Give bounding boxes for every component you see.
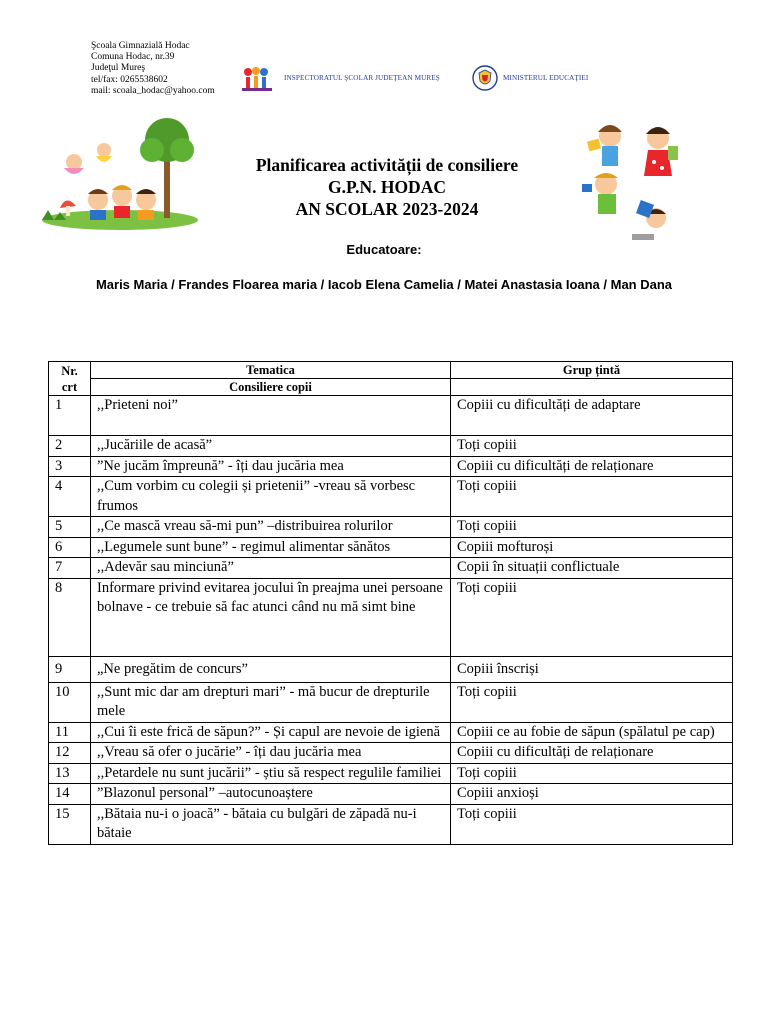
row-grup: Copiii cu dificultăți de adaptare (451, 396, 733, 436)
row-tema: Informare privind evitarea jocului în preajma unei persoane bolnave - ce trebuie să fac atunci când nu mă simt bine (91, 578, 451, 656)
table-row (49, 517, 733, 538)
row-grup: Toți copiii (451, 682, 733, 722)
school-name: Şcoala Gimnazială Hodac (91, 41, 190, 51)
table-row (49, 722, 733, 743)
school-county: Judeţul Mureş (91, 63, 146, 74)
row-number: 5 (49, 517, 91, 538)
kids-with-books-illustration (576, 118, 680, 246)
row-number: 1 (49, 396, 91, 436)
row-grup: Toți copiii (451, 763, 733, 784)
row-number: 13 (49, 763, 91, 784)
row-tema: ”Blazonul personal” –autocunoaștere (91, 784, 451, 805)
header-tematica (91, 362, 451, 396)
table-row (49, 477, 733, 517)
counseling-plan-table (48, 361, 733, 845)
kids-playing-illustration (42, 116, 198, 232)
school-phone: tel/fax: 0265538602 (91, 74, 168, 85)
row-grup: Copii în situații conflictuale (451, 558, 733, 579)
row-number: 8 (49, 578, 91, 656)
row-tema: ”Ne jucăm împreună” - îți dau jucăria mea (91, 456, 451, 477)
row-number: 9 (49, 656, 91, 682)
table-row (49, 763, 733, 784)
educators-names: Maris Maria / Frandes Floarea maria / Iacob Elena Camelia / Matei Anastasia Ioana / Man Dana (95, 277, 673, 292)
table-row (49, 558, 733, 579)
row-tema: ,,Jucăriile de acasă” (91, 436, 451, 457)
row-number: 10 (49, 682, 91, 722)
row-grup: Copiii înscriși (451, 656, 733, 682)
row-grup: Toți copiii (451, 804, 733, 844)
row-grup: Copiii cu dificultăți de relaționare (451, 456, 733, 477)
table-row (49, 436, 733, 457)
row-tema: ,,Legumele sunt bune” - regimul alimentar sănătos (91, 537, 451, 558)
table-row (49, 682, 733, 722)
row-tema: ,,Sunt mic dar am drepturi mari” - mă bucur de drepturile mele (91, 682, 451, 722)
title-line-3: AN SCOLAR 2023-2024 (295, 199, 479, 219)
title-line-2: G.P.N. HODAC (328, 177, 446, 197)
table-row (49, 804, 733, 844)
school-address (91, 41, 215, 97)
row-number: 2 (49, 436, 91, 457)
row-tema: ,,Cum vorbim cu colegii și prietenii” -vreau să vorbesc frumos (91, 477, 451, 517)
row-grup: Copiii anxioși (451, 784, 733, 805)
row-grup: Toți copiii (451, 578, 733, 656)
row-tema: ,,Adevăr sau minciună” (91, 558, 451, 579)
header-grup (451, 362, 733, 396)
header-tematica-label: Tematica (91, 362, 450, 379)
header-logos (242, 62, 589, 94)
table-header-row (49, 362, 733, 396)
row-number: 7 (49, 558, 91, 579)
row-number: 12 (49, 743, 91, 764)
row-grup: Copiii ce au fobie de săpun (spălatul pe cap) (451, 722, 733, 743)
table-row (49, 456, 733, 477)
table-row (49, 396, 733, 436)
row-grup: Copiii mofturoși (451, 537, 733, 558)
school-email: mail: scoala_hodac@yahoo.com (91, 85, 215, 96)
row-tema: ,,Vreau să ofer o jucărie” - îți dau jucăria mea (91, 743, 451, 764)
row-grup: Toți copiii (451, 436, 733, 457)
header-tematica-sub: Consiliere copii (229, 380, 312, 394)
title-line-1: Planificarea activității de consiliere (255, 155, 519, 175)
row-number: 14 (49, 784, 91, 805)
isj-logo-text: INSPECTORATUL ŞCOLAR JUDEŢEAN MUREŞ (284, 74, 440, 82)
row-grup: Toți copiii (451, 517, 733, 538)
row-grup: Toți copiii (451, 477, 733, 517)
row-number: 4 (49, 477, 91, 517)
header-grup-label: Grup țintă (451, 362, 732, 379)
ministry-logo-text: MINISTERUL EDUCAŢIEI (503, 74, 589, 82)
row-number: 11 (49, 722, 91, 743)
isj-logo-icon (242, 66, 274, 92)
row-number: 3 (49, 456, 91, 477)
document-title (200, 154, 574, 220)
row-grup: Copiii cu dificultăți de relaționare (451, 743, 733, 764)
table-row (49, 743, 733, 764)
educators-label: Educatoare: (346, 242, 422, 257)
row-tema: ,,Bătaia nu-i o joacă” - bătaia cu bulgări de zăpadă nu-i bătaie (91, 804, 451, 844)
row-number: 15 (49, 804, 91, 844)
table-row (49, 537, 733, 558)
row-tema: „Ne pregătim de concurs” (91, 656, 451, 682)
row-number: 6 (49, 537, 91, 558)
romania-coat-of-arms-icon (472, 65, 498, 91)
row-tema: ,,Cui îi este frică de săpun?” - Și capul are nevoie de igienă (91, 722, 451, 743)
table-row (49, 578, 733, 656)
header-nr: Nr. crt (49, 362, 91, 396)
school-address-line: Comuna Hodac, nr.39 (91, 52, 175, 63)
row-tema: ,,Prieteni noi” (91, 396, 451, 436)
table-row (49, 656, 733, 682)
row-tema: ,,Petardele nu sunt jucării” - știu să respect regulile familiei (91, 763, 451, 784)
table-row (49, 784, 733, 805)
row-tema: ,,Ce mască vreau să-mi pun” –distribuirea rolurilor (91, 517, 451, 538)
